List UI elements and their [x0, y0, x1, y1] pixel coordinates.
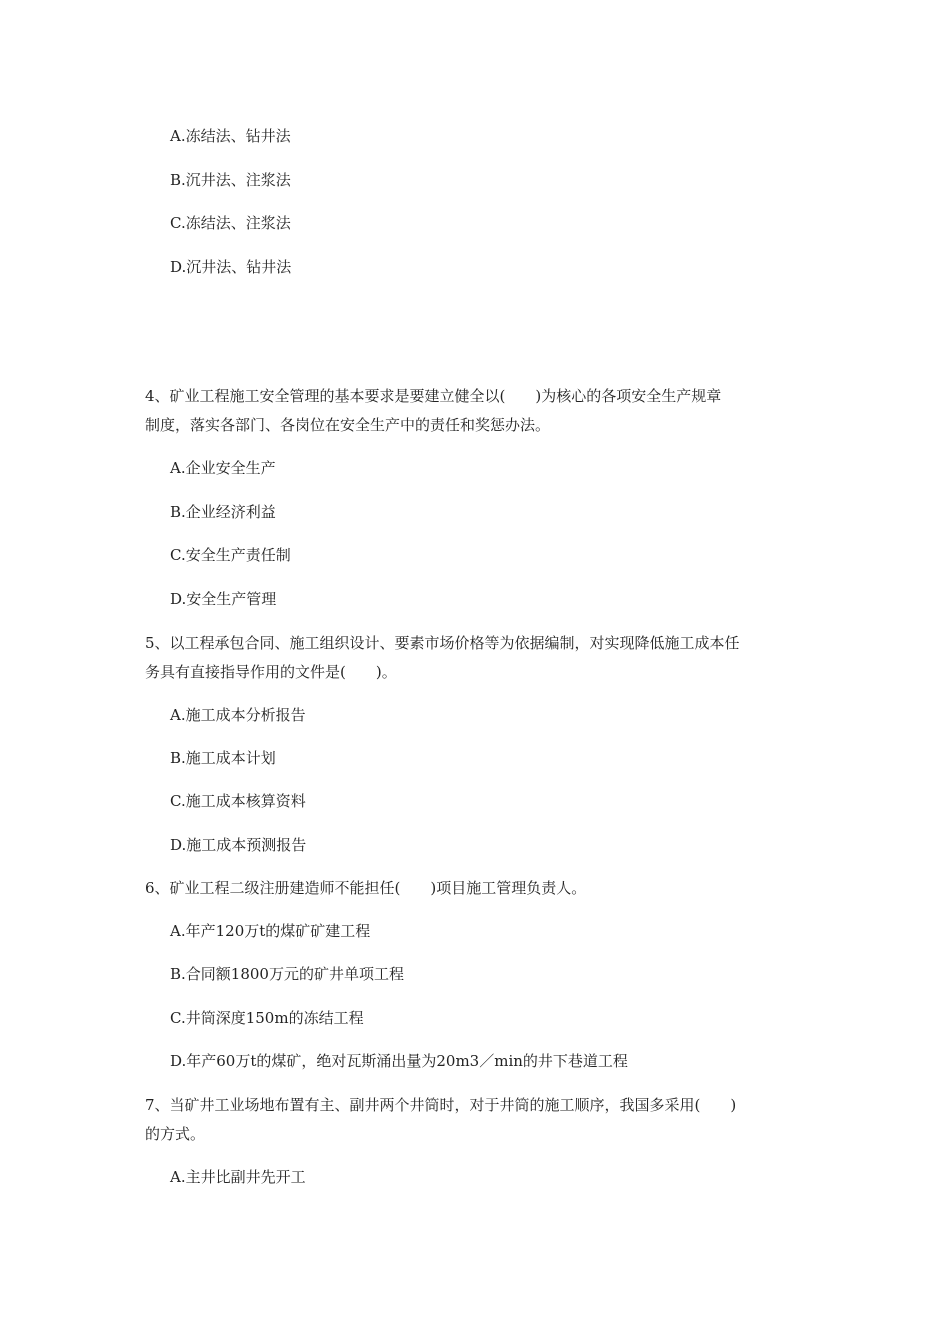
option-b: B.施工成本计划 [170, 749, 276, 767]
option-a: A.施工成本分析报告 [170, 706, 306, 724]
option-d: D.年产60万t的煤矿，绝对瓦斯涌出量为20m3／min的井下巷道工程 [170, 1052, 628, 1070]
question-stem-line-1: 5、以工程承包合同、施工组织设计、要素市场价格等为依据编制，对实现降低施工成本任 [145, 634, 740, 652]
option-c: C.安全生产责任制 [170, 546, 291, 564]
option-d: D.施工成本预测报告 [170, 836, 307, 854]
option-c: C.冻结法、注浆法 [170, 214, 291, 232]
question-stem-line-2: 的方式。 [145, 1125, 206, 1143]
option-a: A.主井比副井先开工 [170, 1168, 306, 1186]
question-stem-line-1: 6、矿业工程二级注册建造师不能担任( )项目施工管理负责人。 [145, 879, 587, 897]
option-d: D.沉井法、钻井法 [170, 258, 292, 276]
option-b: B.企业经济利益 [170, 503, 276, 521]
option-a: A.企业安全生产 [170, 459, 276, 477]
option-a: A.年产120万t的煤矿矿建工程 [170, 922, 371, 940]
option-c: C.施工成本核算资料 [170, 792, 306, 810]
question-stem-line-1: 7、当矿井工业场地布置有主、副井两个井筒时，对于井筒的施工顺序，我国多采用( ) [145, 1096, 737, 1114]
question-stem-line-1: 4、矿业工程施工安全管理的基本要求是要建立健全以( )为核心的各项安全生产规章 [145, 387, 722, 405]
question-stem-line-2: 制度，落实各部门、各岗位在安全生产中的责任和奖惩办法。 [145, 416, 551, 434]
option-d: D.安全生产管理 [170, 590, 277, 608]
option-a: A.冻结法、钻井法 [170, 127, 291, 145]
question-stem-line-2: 务具有直接指导作用的文件是( )。 [145, 663, 397, 681]
option-b: B.合同额1800万元的矿井单项工程 [170, 965, 404, 983]
option-b: B.沉井法、注浆法 [170, 171, 291, 189]
option-c: C.井筒深度150m的冻结工程 [170, 1009, 364, 1027]
